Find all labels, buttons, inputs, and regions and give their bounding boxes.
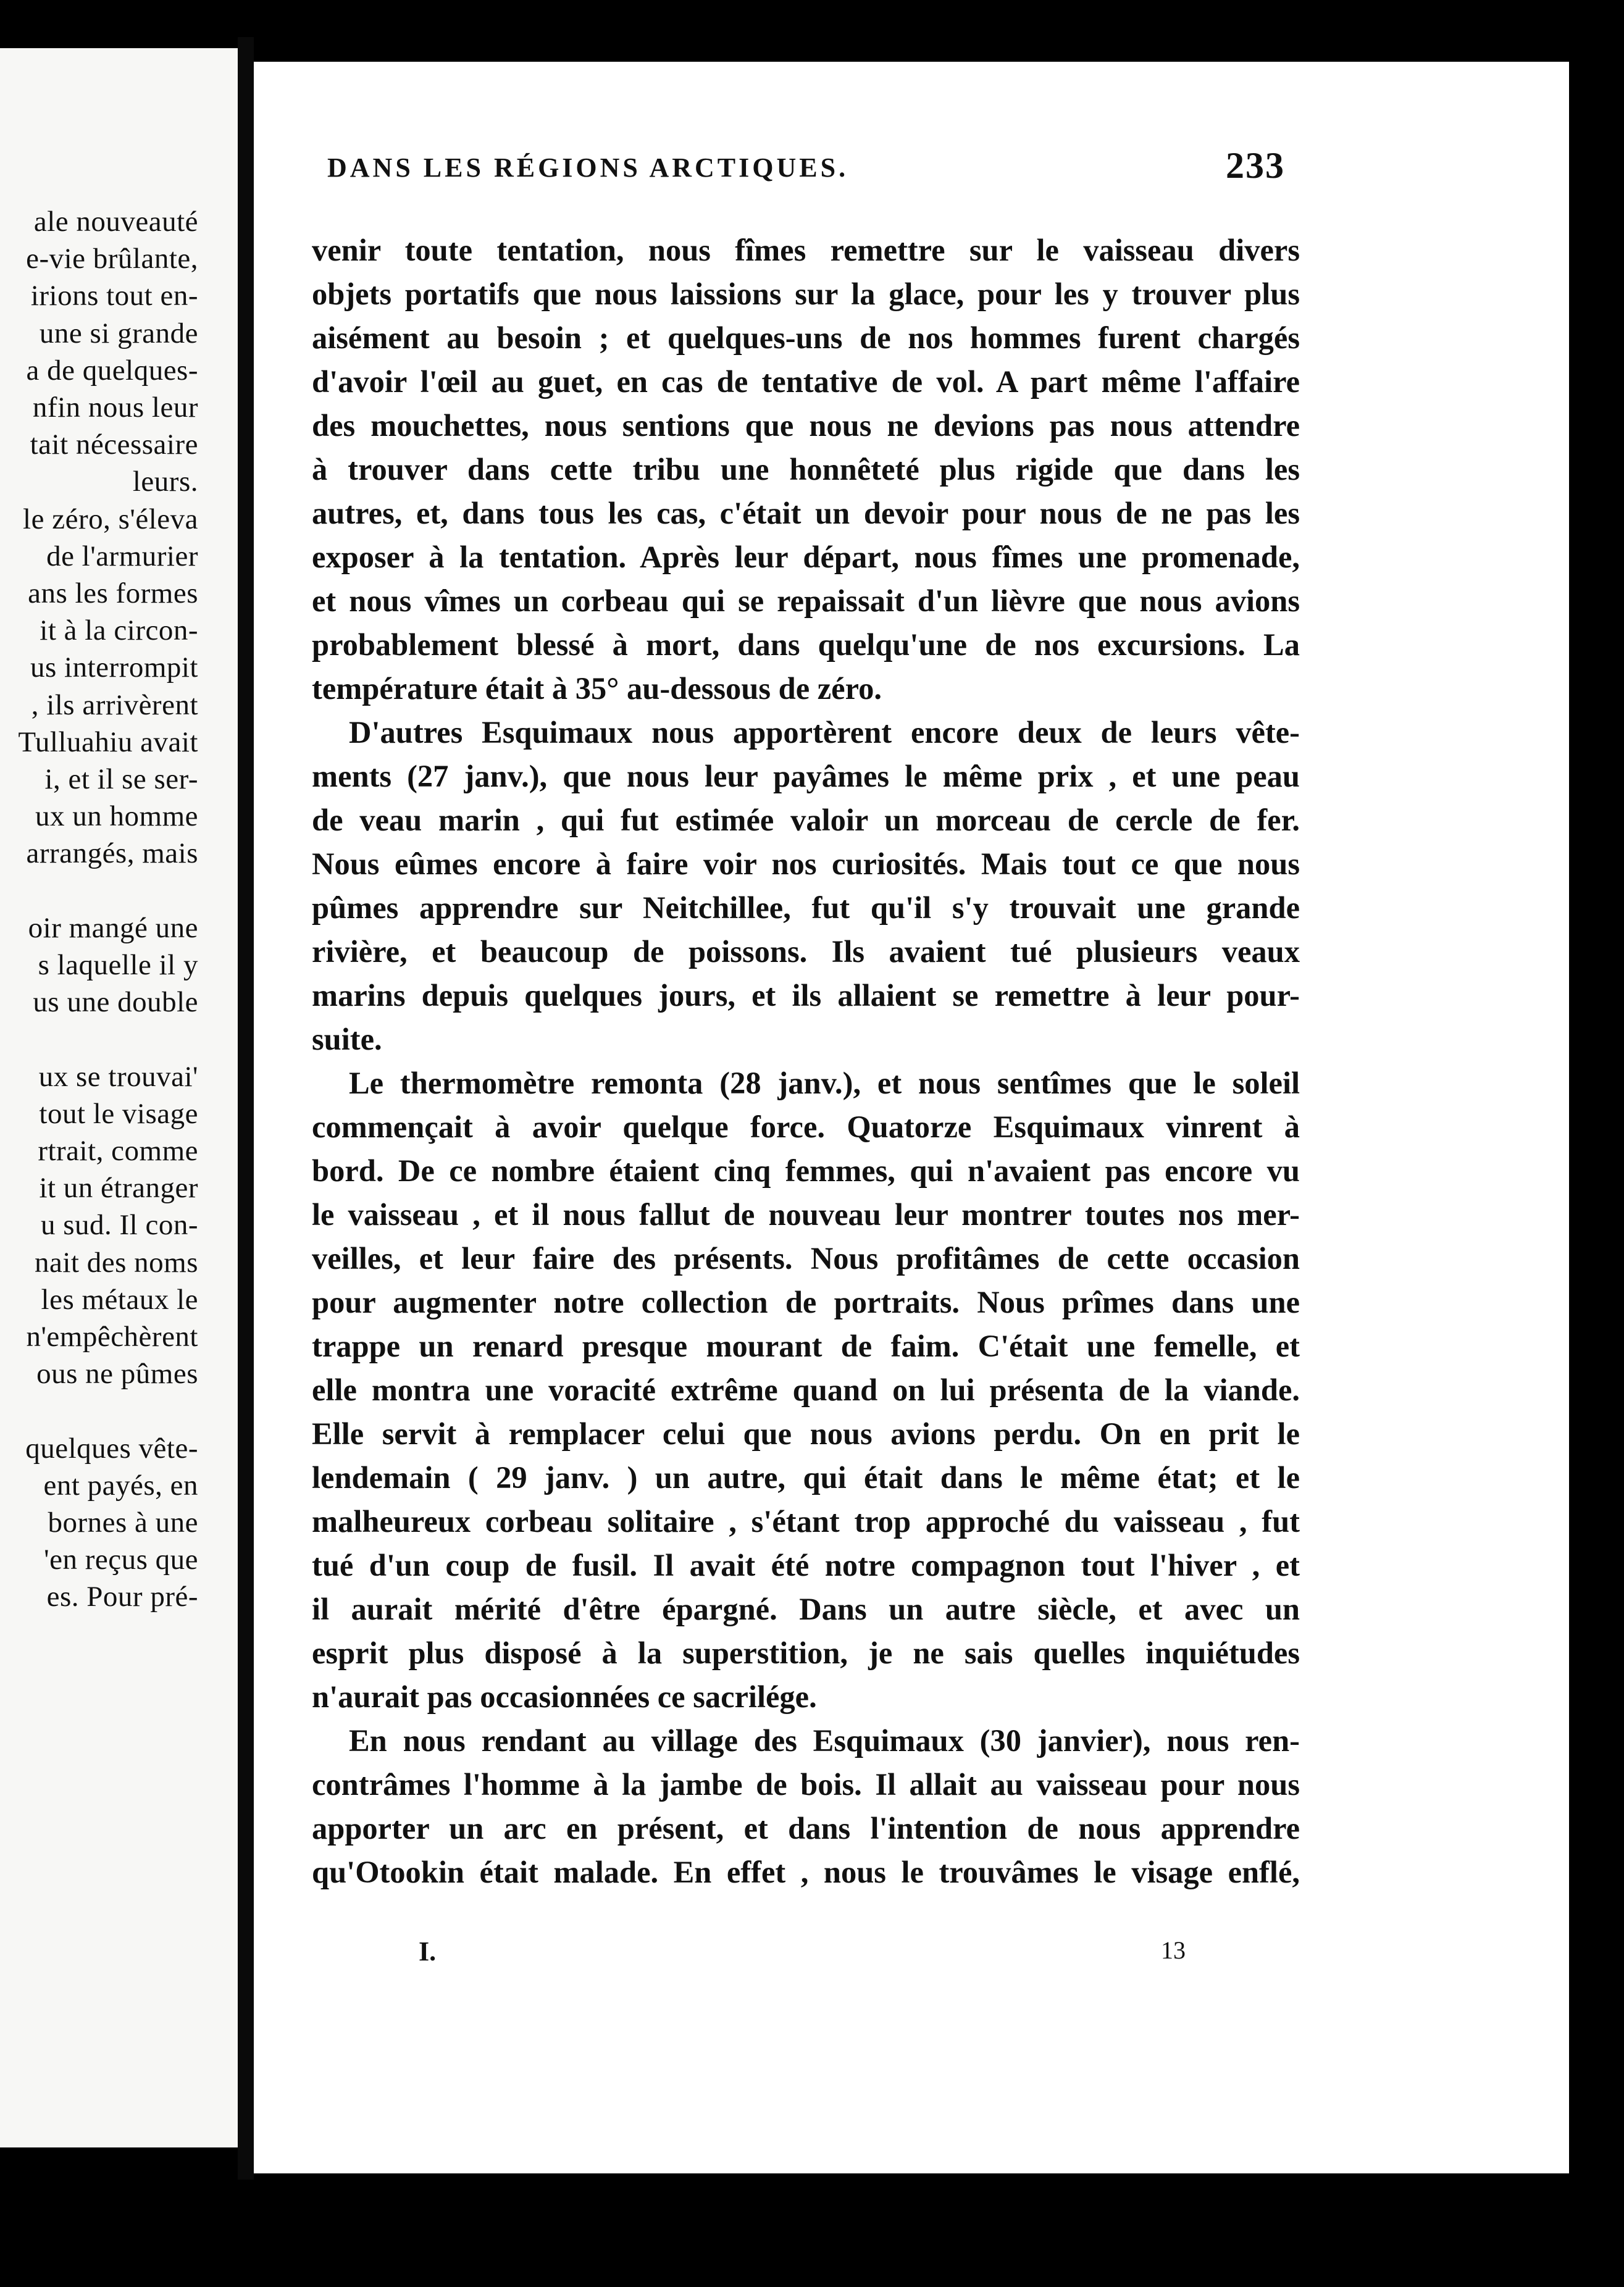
- text-line: En nous rendant au village des Esquimaux (30 janvier), nous ren-: [349, 1723, 1300, 1758]
- text-line: pour augmenter notre collection de portraits. Nous prîmes dans une: [312, 1285, 1300, 1319]
- text-line: lendemain ( 29 janv. ) un autre, qui était dans le même état; et le: [312, 1460, 1300, 1495]
- left-page-line: tait nécessaire: [30, 429, 198, 461]
- text-line: le vaisseau , et il nous fallut de nouveau leur montrer toutes nos mer-: [312, 1197, 1300, 1232]
- text-line: D'autres Esquimaux nous apportèrent encore deux de leurs vête-: [349, 715, 1300, 750]
- left-page-line: us une double: [33, 986, 198, 1019]
- text-line: Elle servit à remplacer celui que nous avions perdu. On en prit le: [312, 1416, 1300, 1451]
- left-page-line: de l'armurier: [46, 540, 198, 572]
- text-line: objets portatifs que nous laissions sur la glace, pour les y trouver plus: [312, 277, 1300, 311]
- text-line: à trouver dans cette tribu une honnêteté plus rigide que dans les: [312, 452, 1300, 487]
- text-line: pûmes apprendre sur Neitchillee, fut qu'il s'y trouvait une grande: [312, 890, 1300, 925]
- book-gutter: [238, 37, 254, 2180]
- text-line: apporter un arc en présent, et dans l'intention de nous apprendre: [312, 1811, 1300, 1846]
- left-page-line: rtrait, comme: [38, 1135, 198, 1167]
- text-line: probablement blessé à mort, dans quelqu'une de nos excursions. La: [312, 627, 1300, 662]
- text-line: elle montra une voracité extrême quand on lui présenta de la viande.: [312, 1373, 1300, 1407]
- left-page-line: nfin nous leur: [32, 391, 198, 424]
- text-line: rivière, et beaucoup de poissons. Ils avaient tué plusieurs veaux: [312, 934, 1300, 969]
- left-page-line: quelques vête-: [25, 1432, 198, 1465]
- text-line: suite.: [312, 1022, 382, 1056]
- left-page-line: ale nouveauté: [33, 206, 198, 238]
- left-page-line: ux un homme: [35, 800, 198, 833]
- left-page-line: Tulluahiu avait: [18, 725, 198, 758]
- left-page-line: ux se trouvai': [38, 1060, 198, 1093]
- running-title: DANS LES RÉGIONS ARCTIQUES.: [327, 153, 849, 183]
- left-page-line: it un étranger: [39, 1172, 198, 1205]
- left-page-line: it à la circon-: [40, 614, 198, 647]
- text-line: qu'Otookin était malade. En effet , nous le trouvâmes le visage enflé,: [312, 1855, 1300, 1889]
- text-line: des mouchettes, nous sentions que nous ne devions pas nous attendre: [312, 408, 1300, 443]
- text-line: de veau marin , qui fut estimée valoir un morceau de cercle de fer.: [312, 803, 1300, 837]
- page-number: 233: [1226, 145, 1285, 186]
- left-page-line: 'en reçus que: [44, 1544, 198, 1576]
- text-line: n'aurait pas occasionnées ce sacrilége.: [312, 1679, 817, 1714]
- text-line: et nous vîmes un corbeau qui se repaissait d'un lièvre que nous avions: [312, 583, 1300, 618]
- left-page-line: ous ne pûmes: [36, 1358, 198, 1390]
- left-page-line: oir mangé une: [28, 911, 198, 944]
- left-page-line: les métaux le: [41, 1283, 198, 1316]
- text-line: esprit plus disposé à la superstition, je ne sais quelles inquiétudes: [312, 1636, 1300, 1670]
- left-page-line: s laquelle il y: [38, 949, 198, 981]
- text-line: bord. De ce nombre étaient cinq femmes, qui n'avaient pas encore vu: [312, 1153, 1300, 1188]
- text-line: Le thermomètre remonta (28 janv.), et nous sentîmes que le soleil: [349, 1066, 1300, 1100]
- left-page-fragment: [0, 48, 238, 2147]
- signature-mark: I.: [419, 1936, 437, 1967]
- left-page-line: nait des noms: [35, 1246, 198, 1279]
- left-page-line: n'empêchèrent: [26, 1321, 198, 1353]
- left-page-line: , ils arrivèrent: [31, 688, 198, 721]
- text-line: Nous eûmes encore à faire voir nos curiosités. Mais tout ce que nous: [312, 847, 1300, 881]
- body-text: [312, 228, 1300, 1894]
- left-page-line: irions tout en-: [30, 280, 198, 312]
- left-page-line: ent payés, en: [43, 1469, 198, 1502]
- left-page-line: leurs.: [132, 466, 198, 498]
- left-page-line: tout le visage: [39, 1097, 198, 1130]
- text-line: malheureux corbeau solitaire , s'étant trop approché du vaisseau , fut: [312, 1504, 1300, 1539]
- text-line: contrâmes l'homme à la jambe de bois. Il allait au vaisseau pour nous: [312, 1767, 1300, 1802]
- left-page-line: ans les formes: [28, 577, 198, 609]
- text-line: trappe un renard presque mourant de faim. C'était une femelle, et: [312, 1329, 1300, 1363]
- text-line: autres, et, dans tous les cas, c'était un devoir pour nous de ne pas les: [312, 496, 1300, 530]
- text-line: il aurait mérité d'être épargné. Dans un autre siècle, et avec un: [312, 1592, 1300, 1626]
- left-page-line: i, et il se ser-: [44, 763, 198, 795]
- left-page-line: e-vie brûlante,: [26, 243, 198, 275]
- text-line: tué d'un coup de fusil. Il avait été notre compagnon tout l'hiver , et: [312, 1548, 1300, 1583]
- text-line: venir toute tentation, nous fîmes remettre sur le vaisseau divers: [312, 233, 1300, 267]
- text-line: aisément au besoin ; et quelques-uns de nos hommes furent chargés: [312, 320, 1300, 355]
- text-line: ments (27 janv.), que nous leur payâmes le même prix , et une peau: [312, 759, 1300, 793]
- left-page-line: le zéro, s'éleva: [23, 503, 198, 535]
- text-line: commençait à avoir quelque force. Quatorze Esquimaux vinrent à: [312, 1110, 1300, 1144]
- text-line: d'avoir l'œil au guet, en cas de tentative de vol. A part même l'affaire: [312, 364, 1300, 399]
- left-page-line: u sud. Il con-: [40, 1209, 198, 1242]
- left-page-line: a de quelques-: [26, 354, 198, 387]
- left-page-line: arrangés, mais: [26, 837, 198, 870]
- sheet-number: 13: [1161, 1936, 1186, 1964]
- text-line: veilles, et leur faire des présents. Nous profitâmes de cette occasion: [312, 1241, 1300, 1276]
- text-line: marins depuis quelques jours, et ils allaient se remettre à leur pour-: [312, 978, 1300, 1013]
- text-line: température était à 35° au-dessous de zéro.: [312, 671, 882, 706]
- left-page-line: une si grande: [39, 317, 198, 349]
- left-page-line: es. Pour pré-: [46, 1581, 198, 1613]
- left-page-line: bornes à une: [48, 1507, 198, 1539]
- text-line: exposer à la tentation. Après leur départ, nous fîmes une promenade,: [312, 540, 1300, 574]
- left-page-line: us interrompit: [30, 651, 198, 684]
